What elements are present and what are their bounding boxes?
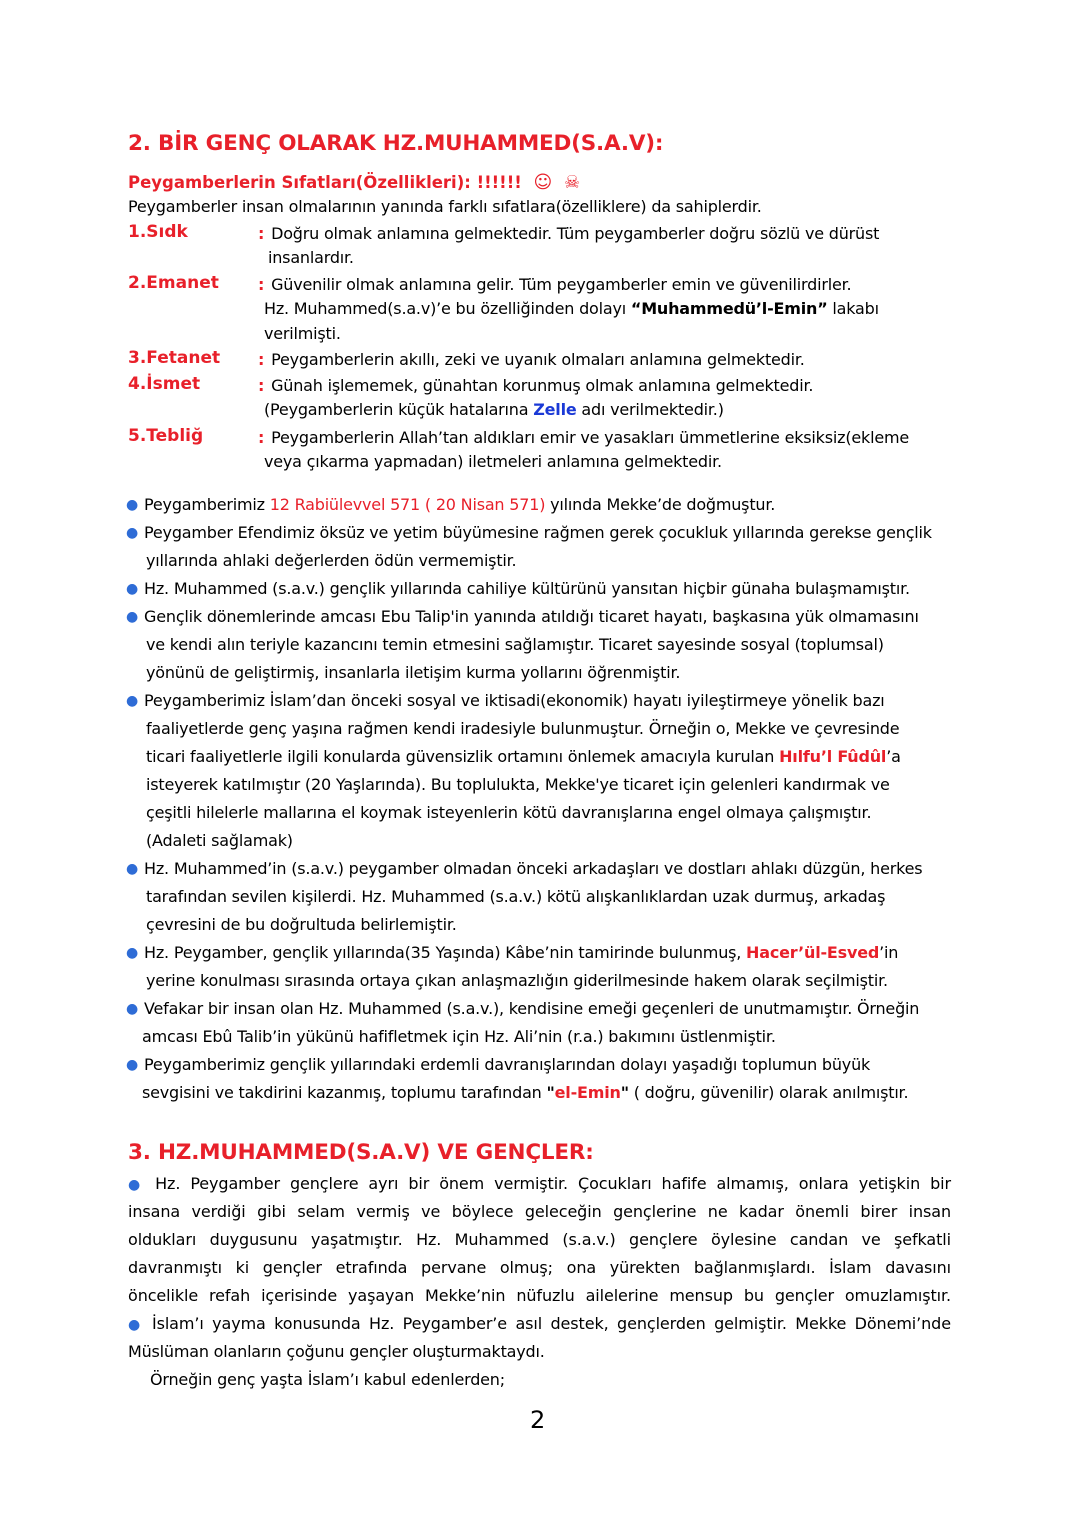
- bullet-kaaba: ● Hz. Peygamber, gençlik yıllarında(35 Yaşında) Kâbe’nin tamirinde bulunmuş, Hacer’ül-Esved’in: [126, 943, 899, 962]
- attribute-def-ismet-cont: (Peygamberlerin küçük hatalarına Zelle adı verilmektedir.): [264, 400, 724, 419]
- attribute-term-emanet: 2.Emanet: [128, 273, 219, 293]
- bullet-icon: ●: [126, 945, 139, 961]
- attribute-def-sidk: : Doğru olmak anlamına gelmektedir. Tüm peygamberler doğru sözlü ve dürüst: [258, 224, 880, 243]
- section-3-para-line-4: davranmıştı ki gençler etrafında pervane olmuş; ona yürekten bağlanmışlardı. İslam davasını: [128, 1258, 951, 1277]
- section-3-last-line: Örneğin genç yaşta İslam’ı kabul edenlerden;: [150, 1370, 505, 1389]
- attribute-term-ismet: 4.İsmet: [128, 374, 201, 394]
- bullet-friends-cont-1: tarafından sevilen kişilerdi. Hz. Muhammed (s.a.v.) kötü alışkanlıklardan uzak durmuş, arkadaş: [146, 887, 886, 906]
- muhammedul-emin-title: “Muhammedü’l-Emin”: [630, 299, 828, 318]
- attributes-subheading: [128, 172, 580, 193]
- bullet-loyalty: ● Vefakar bir insan olan Hz. Muhammed (s.a.v.), kendisine emeği geçenleri de unutmamıştır. Örneğin: [126, 999, 920, 1018]
- skull-icon: ☠: [564, 172, 581, 193]
- birth-date: 12 Rabiülevvel 571 ( 20 Nisan 571): [269, 495, 546, 514]
- bullet-hilful-fudul-cont-5: (Adaleti sağlamak): [146, 831, 293, 850]
- bullet-el-emin-cont: sevgisini ve takdirini kazanmış, toplumu tarafından "el-Emin" ( doğru, güvenilir) olarak anılmıştır.: [142, 1083, 909, 1102]
- bullet-hilful-fudul-cont-4: çeşitli hilelerle mallarına el koymak isteyenlerin kötü davranışlarına engel olmaya çalışmıştır.: [146, 803, 872, 822]
- section-3-heading: 3. HZ.MUHAMMED(S.A.V) VE GENÇLER:: [128, 1140, 594, 1165]
- bullet-orphan-cont: yıllarında ahlaki değerlerden ödün vermemiştir.: [146, 551, 517, 570]
- page-number: 2: [530, 1406, 546, 1434]
- section-3-para-line-1: ● Hz. Peygamber gençlere ayrı bir önem vermiştir. Çocukları hafife almamış, onlara yetişkin bir: [128, 1174, 951, 1193]
- bullet-orphan: ● Peygamber Efendimiz öksüz ve yetim büyümesine rağmen gerek çocukluk yıllarında gerekse gençlik: [126, 523, 932, 542]
- section-3-para-line-5: öncelikle refah içerisinde yaşayan Mekke’nin nüfuzlu ailelerine mensup bu gençler omuzlamıştır.: [128, 1286, 951, 1305]
- section-3-para-line-7: Müslüman olanların çoğunu gençler oluşturmaktaydı.: [128, 1342, 545, 1361]
- bullet-icon: ●: [128, 1317, 144, 1333]
- attribute-def-fetanet: : Peygamberlerin akıllı, zeki ve uyanık olmaları anlamına gelmektedir.: [258, 350, 805, 369]
- attribute-def-teblig: : Peygamberlerin Allah’tan aldıkları emir ve yasakları ümmetlerine eksiksiz(ekleme: [258, 428, 909, 447]
- bullet-trade-cont-1: ve kendi alın teriyle kazancını temin etmesini sağlamıştır. Ticaret sayesinde sosyal (toplumsal): [146, 635, 884, 654]
- hacerul-esved-term: Hacer’ül-Esved: [746, 943, 880, 962]
- bullet-icon: ●: [126, 861, 139, 877]
- bullet-icon: ●: [126, 1001, 139, 1017]
- bullet-icon: ●: [126, 609, 139, 625]
- attributes-subheading-text: Peygamberlerin Sıfatları(Özellikleri): !!!!!!: [128, 173, 522, 192]
- bullet-hilful-fudul-cont-2: ticari faaliyetlerle ilgili konularda güvensizlik ortamını önlemek amacıyla kurulan Hılfu’l Fûdûl’a: [146, 747, 901, 766]
- bullet-icon: ●: [128, 1177, 146, 1193]
- attribute-def-teblig-cont: veya çıkarma yapmadan) iletmeleri anlamına gelmektedir.: [264, 452, 722, 471]
- bullet-trade: ● Gençlik dönemlerinde amcası Ebu Talip'in yanında atıldığı ticaret hayatı, başkasına yük olmamasını: [126, 607, 919, 626]
- section-3-para-line-6: ● İslam’ı yayma konusunda Hz. Peygamber’e asıl destek, gençlerden gelmiştir. Mekke Dönemi’nde: [128, 1314, 951, 1333]
- smiley-icon: ☺: [533, 172, 553, 193]
- attribute-term-teblig: 5.Tebliğ: [128, 426, 204, 446]
- zelle-term: Zelle: [533, 400, 577, 419]
- bullet-friends: ● Hz. Muhammed’in (s.a.v.) peygamber olmadan önceki arkadaşları ve dostları ahlakı düzgün, herkes: [126, 859, 923, 878]
- bullet-icon: ●: [126, 581, 139, 597]
- bullet-loyalty-cont: amcası Ebû Talib’in yükünü hafifletmek için Hz. Ali’nin (r.a.) bakımını üstlenmiştir.: [142, 1027, 776, 1046]
- bullet-youth: ● Hz. Muhammed (s.a.v.) gençlik yıllarında cahiliye kültürünü yansıtan hiçbir günaha bulaşmamıştır.: [126, 579, 910, 598]
- el-emin-term: el-Emin: [554, 1083, 621, 1102]
- bullet-icon: ●: [126, 525, 139, 541]
- section-3-para-line-2: insana verdiği gibi selam vermiş ve böylece geleceğin gençlerine ne kadar önemli birer insan: [128, 1202, 951, 1221]
- hilful-fudul-term: Hılfu’l Fûdûl: [779, 747, 887, 766]
- attribute-def-emanet-cont: Hz. Muhammed(s.a.v)’e bu özelliğinden dolayı “Muhammedü’l-Emin” lakabı: [264, 299, 879, 318]
- attribute-def-emanet-cont2: verilmişti.: [264, 324, 341, 343]
- bullet-icon: ●: [126, 497, 139, 513]
- attribute-def-ismet: : Günah işlememek, günahtan korunmuş olmak anlamına gelmektedir.: [258, 376, 814, 395]
- bullet-hilful-fudul-cont-3: isteyerek katılmıştır (20 Yaşlarında). Bu toplulukta, Mekke'ye ticaret için gelenleri kandırmak ve: [146, 775, 890, 794]
- bullet-birth: ● Peygamberimiz 12 Rabiülevvel 571 ( 20 Nisan 571) yılında Mekke’de doğmuştur.: [126, 495, 776, 514]
- attribute-term-fetanet: 3.Fetanet: [128, 348, 221, 368]
- attributes-intro: Peygamberler insan olmalarının yanında farklı sıfatlara(özelliklere) da sahiplerdir.: [128, 197, 762, 216]
- bullet-trade-cont-2: yönünü de geliştirmiş, insanlarla iletişim kurma yollarını öğrenmiştir.: [146, 663, 681, 682]
- bullet-kaaba-cont: yerine konulması sırasında ortaya çıkan anlaşmazlığın giderilmesinde hakem olarak seçilmiştir.: [146, 971, 888, 990]
- bullet-icon: ●: [126, 1057, 139, 1073]
- bullet-hilful-fudul: ● Peygamberimiz İslam’dan önceki sosyal ve iktisadi(ekonomik) hayatı iyileştirmeye yönelik bazı: [126, 691, 885, 710]
- attribute-def-sidk-cont: insanlardır.: [268, 248, 354, 267]
- section-3-para-line-3: oldukları duygusunu yaşatmıştır. Hz. Muhammed (s.a.v.) gençlere öylesine candan ve şefkatli: [128, 1230, 951, 1249]
- bullet-friends-cont-2: çevresini de bu doğrultuda belirlemiştir.: [146, 915, 457, 934]
- bullet-el-emin: ● Peygamberimiz gençlik yıllarındaki erdemli davranışlarından dolayı yaşadığı toplumun büyük: [126, 1055, 871, 1074]
- bullet-hilful-fudul-cont-1: faaliyetlerde genç yaşına rağmen kendi iradesiyle bulunmuştur. Örneğin o, Mekke ve çevresinde: [146, 719, 900, 738]
- attribute-term-sidk: 1.Sıdk: [128, 222, 188, 242]
- bullet-icon: ●: [126, 693, 139, 709]
- attribute-def-emanet: : Güvenilir olmak anlamına gelir. Tüm peygamberler emin ve güvenilirdirler.: [258, 275, 852, 294]
- section-2-heading: 2. BİR GENÇ OLARAK HZ.MUHAMMED(S.A.V):: [128, 131, 664, 156]
